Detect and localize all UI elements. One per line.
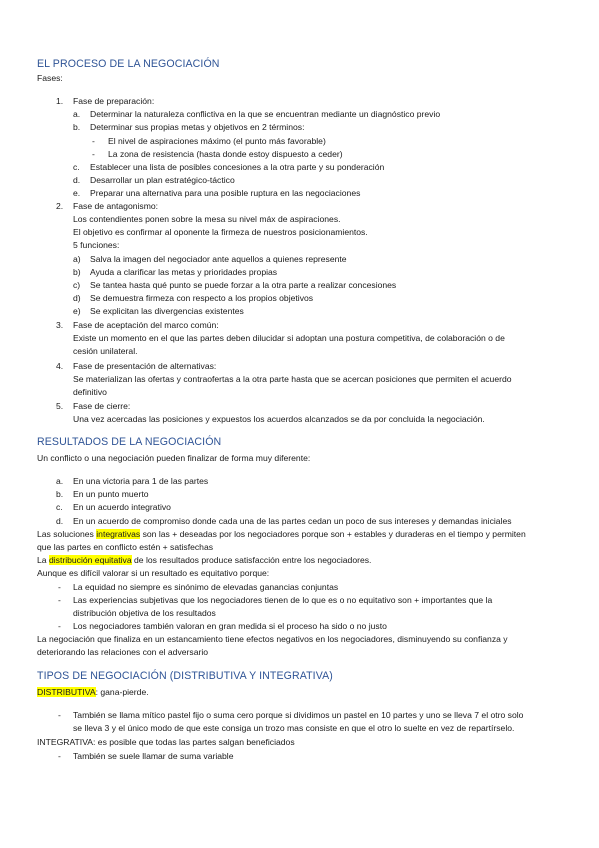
- list-marker: c.: [73, 162, 80, 172]
- list-number: 2.: [56, 201, 64, 211]
- list-item: Determinar sus propias metas y objetivos en 2 términos:: [90, 122, 305, 132]
- list-number: 4.: [56, 361, 64, 371]
- list-item: Los negociadores también valoran en gran medida si el proceso ha sido o no justo: [73, 621, 387, 631]
- list-item: El nivel de aspiraciones máximo (el punto más favorable): [108, 136, 326, 146]
- list-item-continuation: distribución objetiva de los resultados: [73, 608, 216, 618]
- text-run: son las + deseadas por los negociadores porque son + estables y duraderas en el tiempo y permiten: [140, 529, 526, 539]
- paragraph-line: Los contendientes ponen sobre la mesa su nivel máx de aspiraciones.: [73, 214, 341, 224]
- fase-title: Fase de antagonismo:: [73, 201, 159, 211]
- paragraph-line: INTEGRATIVA: es posible que todas las partes salgan beneficiados: [37, 737, 295, 747]
- paragraph-line: 5 funciones:: [73, 240, 120, 250]
- text-run: de los resultados produce satisfacción entre los negociadores.: [131, 555, 372, 565]
- list-item: En una victoria para 1 de las partes: [73, 476, 209, 486]
- paragraph-line: El objetivo es confirmar al oponente la firmeza de nuestros posicionamientos.: [73, 227, 368, 237]
- list-marker: a.: [73, 109, 81, 119]
- list-marker: -: [58, 710, 61, 720]
- section-heading-proceso: EL PROCESO DE LA NEGOCIACIÓN: [37, 58, 220, 70]
- list-marker: d.: [73, 175, 81, 185]
- paragraph-line: que las partes en conflicto estén + satisfechas: [37, 542, 214, 552]
- paragraph-line: Existe un momento en el que las partes deben dilucidar si adoptan una postura competitiva, de colaboración o de: [73, 333, 505, 343]
- list-item: Las experiencias subjetivas que los negociadores tienen de lo que es o no equitativo son + importantes que la: [73, 595, 493, 605]
- list-item: Se explicitan las divergencias existentes: [90, 306, 244, 316]
- paragraph-line: Un conflicto o una negociación pueden finalizar de forma muy diferente:: [37, 453, 311, 463]
- list-item: Se demuestra firmeza con respecto a los propios objetivos: [90, 293, 314, 303]
- list-marker: e.: [73, 188, 81, 198]
- paragraph-line: La negociación que finaliza en un estancamiento tiene efectos negativos en los negociadores, disminuyendo su confianza y: [37, 634, 508, 644]
- list-item: Ayuda a clarificar las metas y prioridades propias: [90, 267, 278, 277]
- list-marker: -: [58, 595, 61, 605]
- list-marker: a.: [56, 476, 64, 486]
- list-marker: b): [73, 267, 81, 277]
- fase-title: Fase de presentación de alternativas:: [73, 361, 217, 371]
- paragraph-line: cesión unilateral.: [73, 346, 138, 356]
- section-heading-tipos: TIPOS DE NEGOCIACIÓN (DISTRIBUTIVA Y INTEGRATIVA): [37, 670, 333, 682]
- list-marker: b.: [56, 489, 64, 499]
- list-marker: -: [58, 751, 61, 761]
- paragraph-line: [37, 555, 371, 566]
- fase-title: Fase de preparación:: [73, 96, 155, 106]
- list-item: Salva la imagen del negociador ante aquellos a quienes represente: [90, 254, 347, 264]
- list-item: También se llama mítico pastel fijo o suma cero porque si dividimos un pastel en 10 partes y uno se lleva 7 el otro solo: [73, 710, 524, 720]
- paragraph-line: Aunque es difícil valorar si un resultado es equitativo porque:: [37, 568, 270, 578]
- highlighted-term: DISTRIBUTIVA: [37, 687, 96, 697]
- paragraph-line: definitivo: [73, 387, 107, 397]
- highlighted-term: integrativas: [96, 529, 141, 539]
- paragraph-line: [37, 687, 149, 698]
- paragraph-line: Una vez acercadas las posiciones y expuestos los acuerdos alcanzados se da por concluida la negociación.: [73, 414, 485, 424]
- list-item: Preparar una alternativa para una posible ruptura en las negociaciones: [90, 188, 361, 198]
- list-marker: a): [73, 254, 81, 264]
- list-item: Establecer una lista de posibles concesiones a la otra parte y su ponderación: [90, 162, 385, 172]
- list-item: La equidad no siempre es sinónimo de elevadas ganancias conjuntas: [73, 582, 339, 592]
- list-number: 5.: [56, 401, 64, 411]
- paragraph-line: [37, 529, 526, 540]
- list-item: En un acuerdo de compromiso donde cada una de las partes cedan un poco de sus intereses y demandas iniciales: [73, 516, 512, 526]
- list-item: Se tantea hasta qué punto se puede forzar a la otra parte a realizar concesiones: [90, 280, 397, 290]
- list-marker: c.: [56, 502, 63, 512]
- list-item-continuation: se lleva 3 y el único modo de que este consiga un trozo mas consiste en que el otro lo suelte en vez de repartírselo.: [73, 723, 515, 733]
- list-marker: c): [73, 280, 81, 290]
- list-marker: b.: [73, 122, 81, 132]
- text-run: Las soluciones: [37, 529, 97, 539]
- list-item: En un acuerdo integrativo: [73, 502, 171, 512]
- list-marker: -: [92, 149, 95, 159]
- list-item: Determinar la naturaleza conflictiva en la que se encuentran mediante un diagnóstico previo: [90, 109, 441, 119]
- list-marker: -: [92, 136, 95, 146]
- paragraph-line: deteriorando las relaciones con el adversario: [37, 647, 209, 657]
- fase-title: Fase de cierre:: [73, 401, 131, 411]
- fases-label: Fases:: [37, 73, 63, 83]
- list-marker: -: [58, 621, 61, 631]
- fase-title: Fase de aceptación del marco común:: [73, 320, 219, 330]
- text-run: : gana-pierde.: [95, 687, 149, 697]
- list-marker: d.: [56, 516, 64, 526]
- list-number: 1.: [56, 96, 64, 106]
- list-item: También se suele llamar de suma variable: [73, 751, 234, 761]
- highlighted-term: distribución equitativa: [48, 555, 132, 565]
- list-item: En un punto muerto: [73, 489, 149, 499]
- paragraph-line: Se materializan las ofertas y contraofertas a la otra parte hasta que se acercan posiciones que permiten el acuerdo: [73, 374, 512, 384]
- section-heading-resultados: RESULTADOS DE LA NEGOCIACIÓN: [37, 436, 222, 448]
- list-item: Desarrollar un plan estratégico-táctico: [90, 175, 235, 185]
- list-marker: d): [73, 293, 81, 303]
- text-run: La: [37, 555, 49, 565]
- list-marker: e): [73, 306, 81, 316]
- list-marker: -: [58, 582, 61, 592]
- list-number: 3.: [56, 320, 64, 330]
- list-item: La zona de resistencia (hasta donde estoy dispuesto a ceder): [108, 149, 343, 159]
